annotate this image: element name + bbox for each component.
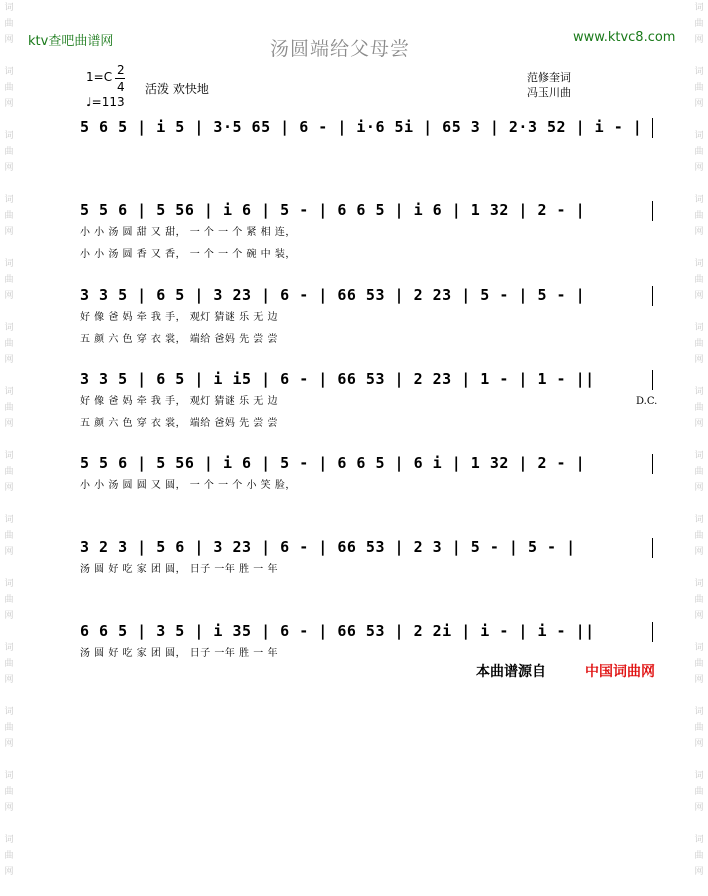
time-signature-line	[115, 78, 125, 79]
notation-row-5: 5 5 6 | 5 56 | i 6 | 5 - | 6 6 5 | 6 i | 1 32 | 2 - |	[80, 454, 586, 472]
lyric-line: 好 像 爸 妈 牵 我 手， 观灯 猜谜 乐 无 边	[80, 396, 278, 407]
side-watermark-right: 词 曲 网 词 曲 网 词 曲 网 词 曲 网 词 曲 网 词 曲 网 词 曲 网 词 曲 网 词 曲 网 词 曲 网 词 曲 网 词 曲 网 词 曲 网 词 曲 网	[694, 3, 704, 877]
site-watermark-left: ktv查吧曲谱网	[28, 34, 114, 49]
time-signature-bottom: 4	[117, 80, 125, 94]
source-site: 中国词曲网	[585, 664, 655, 680]
lyric-line: 汤 圆 好 吃 家 团 圆， 日子 一年 胜 一 年	[80, 648, 278, 659]
row-end-barline	[652, 118, 653, 138]
notation-row-4: 3 3 5 | 6 5 | i i5 | 6 - | 66 53 | 2 23 | 1 - | 1 - ||	[80, 370, 595, 388]
row-end-barline	[652, 454, 653, 474]
expression-mark: 活泼 欢快地	[145, 82, 209, 96]
side-watermark-left: 词 曲 网 词 曲 网 词 曲 网 词 曲 网 词 曲 网 词 曲 网 词 曲 网 词 曲 网 词 曲 网 词 曲 网 词 曲 网 词 曲 网 词 曲 网 词 曲 网	[4, 3, 14, 877]
notation-row-2: 5 5 6 | 5 56 | i 6 | 5 - | 6 6 5 | i 6 | 1 32 | 2 - |	[80, 201, 586, 219]
tempo-mark: ♩=113	[86, 95, 125, 109]
notation-row-7: 6 6 5 | 3 5 | i 35 | 6 - | 66 53 | 2 2i | i - | i - ||	[80, 622, 595, 640]
site-watermark-right: www.ktvc8.com	[573, 30, 676, 45]
row-end-barline	[652, 622, 653, 642]
da-capo-mark: D.C.	[636, 396, 658, 407]
notation-row-1: 5 6 5 | i 5 | 3·5 65 | 6 - | i·6 5i | 65 3 | 2·3 52 | i - |	[80, 118, 643, 136]
row-end-barline	[652, 201, 653, 221]
song-title: 汤圆端给父母尝	[270, 38, 411, 60]
composer-credit: 冯玉川曲	[527, 86, 571, 99]
notation-row-3: 3 3 5 | 6 5 | 3 23 | 6 - | 66 53 | 2 23 | 5 - | 5 - |	[80, 286, 586, 304]
lyric-line: 汤 圆 好 吃 家 团 圆， 日子 一年 胜 一 年	[80, 564, 278, 575]
lyric-line: 五 颜 六 色 穿 衣 裳， 端给 爸妈 先 尝 尝	[80, 334, 278, 345]
source-label: 本曲谱源自	[476, 664, 546, 680]
lyric-line: 小 小 汤 圆 圆 又 圆， 一 个 一 个 小 笑 脸，	[80, 480, 296, 491]
lyricist-credit: 范修奎词	[527, 71, 571, 84]
row-end-barline	[652, 538, 653, 558]
notation-row-6: 3 2 3 | 5 6 | 3 23 | 6 - | 66 53 | 2 3 | 5 - | 5 - |	[80, 538, 576, 556]
lyric-line: 五 颜 六 色 穿 衣 裳， 端给 爸妈 先 尝 尝	[80, 418, 278, 429]
key-signature: 1=C	[86, 70, 113, 84]
lyric-line: 小 小 汤 圆 香 又 香， 一 个 一 个 碗 中 装，	[80, 249, 296, 260]
lyric-line: 小 小 汤 圆 甜 又 甜， 一 个 一 个 紧 相 连，	[80, 227, 296, 238]
time-signature-top: 2	[117, 63, 125, 77]
row-end-barline	[652, 286, 653, 306]
row-end-barline	[652, 370, 653, 390]
lyric-line: 好 像 爸 妈 牵 我 手， 观灯 猜谜 乐 无 边	[80, 312, 278, 323]
